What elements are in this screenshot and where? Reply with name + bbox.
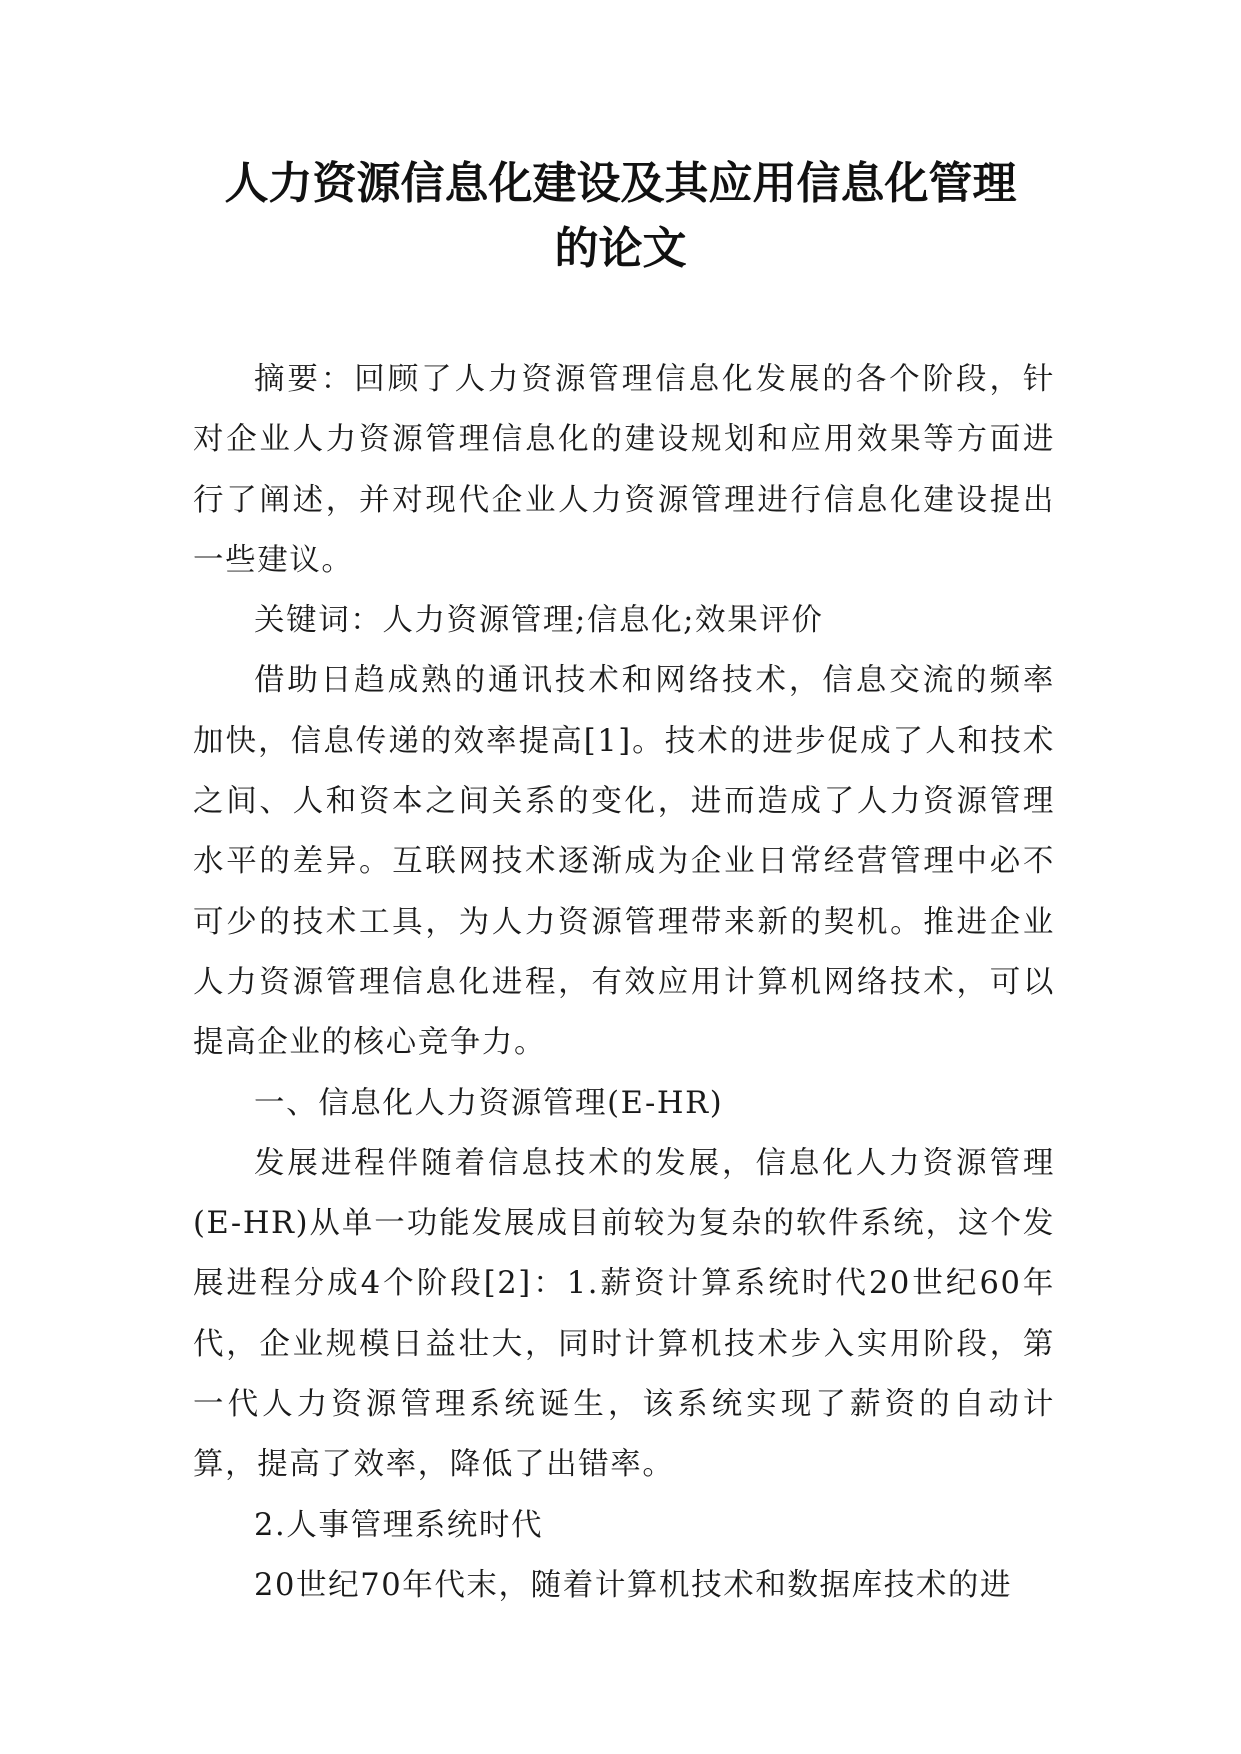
- document-body: [193, 350, 1055, 1616]
- keywords-paragraph: 关键词：人力资源管理;信息化;效果评价: [254, 603, 824, 639]
- intro-paragraph: 借助日趋成熟的通讯技术和网络技术，信息交流的频率加快，信息传递的效率提高[1]。技术的进步促成了人和技术之间、人和资本之间关系的变化，进而造成了人力资源管理水平的差异。互联网技术逐渐成为企业日常经营管理中必不可少的技术工具，为人力资源管理带来新的契机。推进企业人力资源管理信息化进程，有效应用计算机网络技术，可以提高企业的核心竞争力。: [193, 663, 1055, 1061]
- development-paragraph: 发展进程伴随着信息技术的发展，信息化人力资源管理(E-HR)从单一功能发展成目前较为复杂的软件系统，这个发展进程分成4个阶段[2]：1.薪资计算系统时代20世纪60年代，企业规模日益壮大，同时计算机技术步入实用阶段，第一代人力资源管理系统诞生，该系统实现了薪资的自动计算，提高了效率，降低了出错率。: [193, 1145, 1055, 1483]
- subsection-heading-2: 2.人事管理系统时代: [254, 1507, 544, 1543]
- document-title-line-1: 人力资源信息化建设及其应用信息化管理: [224, 158, 1017, 209]
- seventies-paragraph: 20世纪70年代末，随着计算机技术和数据库技术的进: [254, 1567, 1013, 1603]
- document-title-line-2: 的论文: [554, 223, 687, 274]
- section-heading-1: 一、信息化人力资源管理(E-HR): [254, 1085, 724, 1121]
- abstract-paragraph: 摘要：回顾了人力资源管理信息化发展的各个阶段，针对企业人力资源管理信息化的建设规划和应用效果等方面进行了阐述，并对现代企业人力资源管理进行信息化建设提出一些建议。: [193, 362, 1055, 578]
